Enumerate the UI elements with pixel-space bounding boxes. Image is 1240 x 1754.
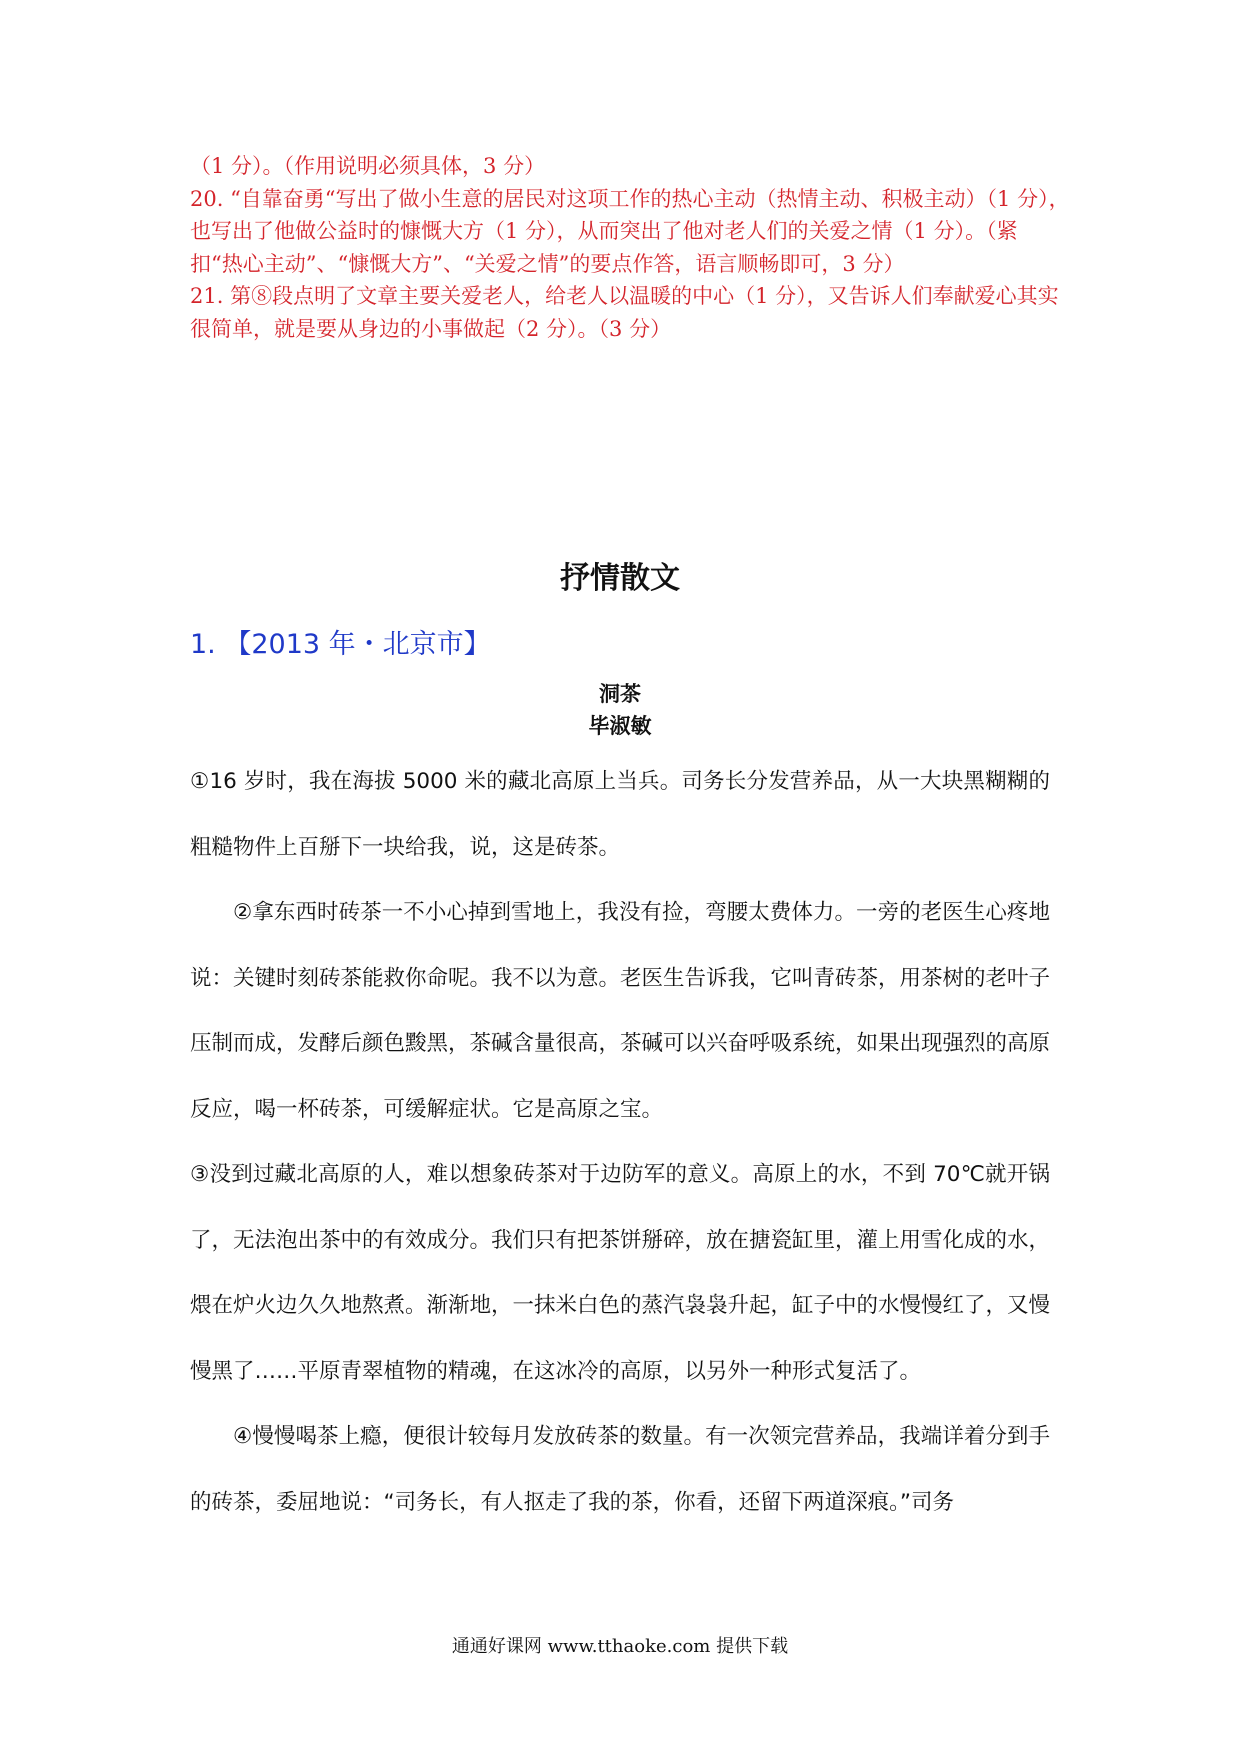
article-paragraph: ②拿东西时砖茶一不小心掉到雪地上，我没有捡，弯腰太费体力。一旁的老医生心疼地说：关键时刻砖茶能救你命呢。我不以为意。老医生告诉我，它叫青砖茶，用茶树的老叶子压制而成，发酵后颜色黢黑，茶碱含量很高，茶碱可以兴奋呼吸系统，如果出现强烈的高原反应，喝一杯砖茶，可缓解症状。它是高原之宝。 bbox=[190, 900, 1051, 1122]
article-paragraph: ①16 岁时，我在海拔 5000 米的藏北高原上当兵。司务长分发营养品，从一大块黑糊糊的粗糙物件上百掰下一块给我，说，这是砖茶。 bbox=[190, 769, 1050, 860]
section-title: 抒情散文 bbox=[560, 561, 680, 596]
article-body bbox=[190, 749, 1050, 1535]
article-paragraph: ④慢慢喝茶上瘾，便很计较每月发放砖茶的数量。有一次领完营养品，我端详着分到手的砖茶，委屈地说：“司务长，有人抠走了我的茶，你看，还留下两道深痕。”司务 bbox=[190, 1424, 1050, 1515]
answer-line: 20. “自靠奋勇“写出了做小生意的居民对这项工作的热心主动（热情主动、积极主动）（1 分），也写出了他做公益时的慷慨大方（1 分），从而突出了他对老人们的关爱之情（1 分）。（紧扣“热心主动”、“慷慨大方”、“关爱之情”的要点作答，语言顺畅即可，3 分） bbox=[190, 186, 1070, 276]
answer-notes bbox=[190, 150, 1070, 345]
article-title: 洞茶 bbox=[599, 682, 641, 706]
article-paragraph: ③没到过藏北高原的人，难以想象砖茶对于边防军的意义。高原上的水，不到 70℃就开锅了，无法泡出茶中的有效成分。我们只有把茶饼掰碎，放在搪瓷缸里，灌上用雪化成的水，煨在炉火边久久地熬煮。渐渐地，一抹米白色的蒸汽袅袅升起，缸子中的水慢慢红了，又慢慢黑了……平原青翠植物的精魂，在这冰冷的高原，以另外一种形式复活了。 bbox=[190, 1162, 1051, 1384]
answer-line: （1 分）。（作用说明必须具体，3 分） bbox=[190, 154, 546, 178]
answer-line: 21. 第⑧段点明了文章主要关爱老人，给老人以温暖的中心（1 分），又告诉人们奉献爱心其实很简单，就是要从身边的小事做起（2 分）。（3 分） bbox=[190, 284, 1059, 341]
page-footer: 通通好课网 www.tthaoke.com 提供下载 bbox=[451, 1636, 789, 1657]
article-author: 毕淑敏 bbox=[588, 714, 652, 738]
question-heading: 1. 【2013 年・北京市】 bbox=[190, 629, 491, 660]
